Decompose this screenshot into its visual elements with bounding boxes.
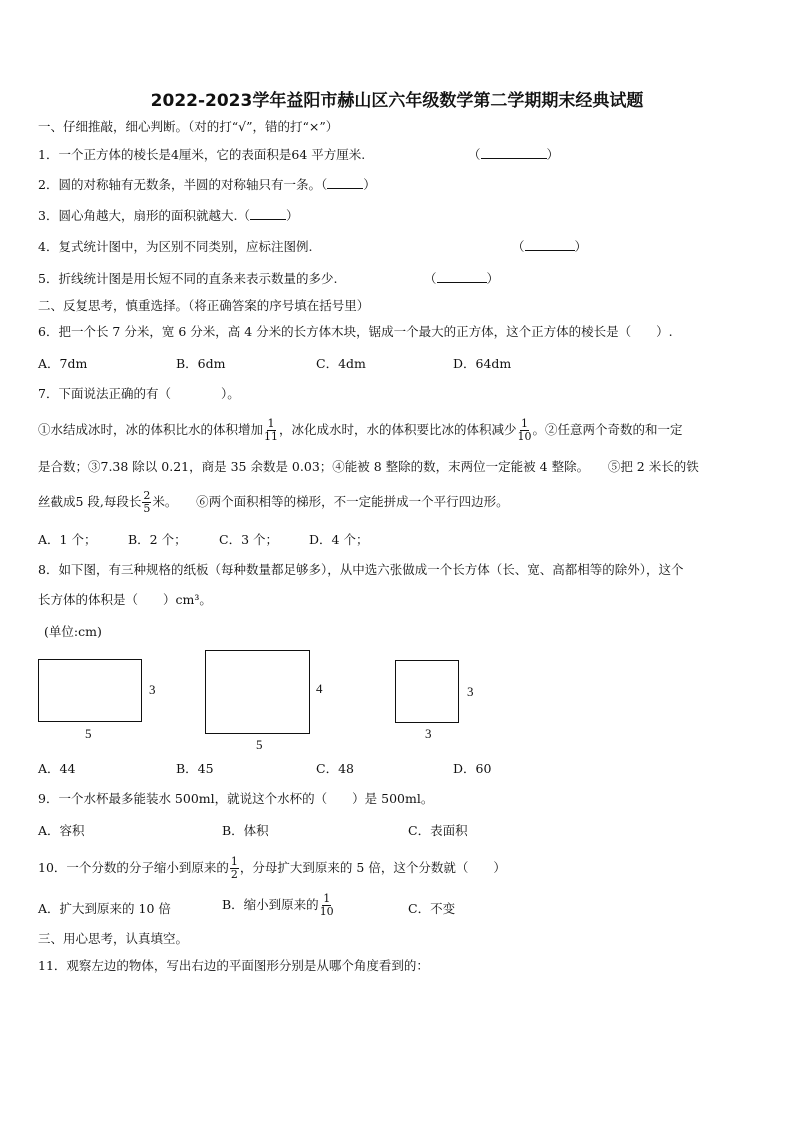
board-3x3 xyxy=(395,660,459,723)
section1-heading: 一、仔细推敲，细心判断。（对的打“√”，错的打“×”） xyxy=(38,119,339,134)
answer-blank[interactable]: （ ） xyxy=(237,208,299,223)
question-3: 3．圆心角越大，扇形的面积就越大.（ ） xyxy=(38,208,299,223)
question-10: 10．一个分数的分子缩小到原来的 $\frac{1}{2}$ ，分母扩大到原来的 5 倍，这个分数就（ ） xyxy=(38,855,506,881)
dim-width: 5 xyxy=(256,737,263,752)
q10-option-a[interactable]: A．扩大到原来的 10 倍 xyxy=(38,901,171,916)
dim-width: 5 xyxy=(85,726,92,741)
fraction: $\frac{1}{2}$ xyxy=(230,855,238,881)
q7-line-3: 丝截成5 段,每段长 $\frac{2}{5}$ 米。 ⑥两个面积相等的梯形，不一定能拼成一个平行四边形。 xyxy=(38,489,509,515)
question-6: 6．把一个长 7 分米，宽 6 分米，高 4 分米的长方体木块，锯成一个最大的正方体，这个正方体的棱长是（ ）. xyxy=(38,324,673,339)
dim-height: 3 xyxy=(149,682,156,697)
fraction: $\frac{1}{11}$ xyxy=(264,417,279,443)
q9-option-c[interactable]: C．表面积 xyxy=(408,823,468,838)
dim-width: 3 xyxy=(425,726,432,741)
q9-option-a[interactable]: A．容积 xyxy=(38,823,85,838)
dim-height: 3 xyxy=(467,684,474,699)
q10-option-b[interactable]: B．缩小到原来的 $\frac{1}{10}$ xyxy=(222,892,334,918)
fraction: $\frac{1}{10}$ xyxy=(319,892,334,918)
q6-option-d[interactable]: D．64dm xyxy=(453,356,512,371)
section2-heading: 二、反复思考，慎重选择。（将正确答案的序号填在括号里） xyxy=(38,298,370,313)
question-7: 7．下面说法正确的有（ ）。 xyxy=(38,386,240,401)
q7-line-1: ①水结成冰时，冰的体积比水的体积增加 $\frac{1}{11}$ ，冰化成水时，水的体积要比冰的体积减少 $\frac{1}{10}$ 。②任意两个奇数的和一定 xyxy=(38,417,683,443)
question-5: 5．折线统计图是用长短不同的直条来表示数量的多少. （ ） xyxy=(38,269,337,289)
question-8-cont: 长方体的体积是（ ）cm³。 xyxy=(38,592,212,607)
question-11: 11．观察左边的物体，写出右边的平面图形分别是从哪个角度看到的： xyxy=(38,958,429,973)
q7-option-b[interactable]: B．2 个； xyxy=(128,532,187,547)
fraction: $\frac{2}{5}$ xyxy=(143,489,151,515)
question-2: 2．圆的对称轴有无数条，半圆的对称轴只有一条。（ ） xyxy=(38,177,376,192)
q7-option-d[interactable]: D．4 个； xyxy=(309,532,369,547)
question-9: 9．一个水杯最多能装水 500ml，就说这个水杯的（ ）是 500ml。 xyxy=(38,791,434,806)
section3-heading: 三、用心思考，认真填空。 xyxy=(38,931,189,946)
q6-option-b[interactable]: B．6dm xyxy=(176,356,226,371)
unit-label: (单位:cm) xyxy=(44,624,102,639)
q8-option-d[interactable]: D．60 xyxy=(453,761,492,776)
question-8: 8．如下图，有三种规格的纸板（每种数量都足够多），从中选六张做成一个长方体（长、宽、高都相等的除外），这个 xyxy=(38,562,684,577)
dim-height: 4 xyxy=(316,681,323,696)
q7-line-2: 是合数；③7.38 除以 0.21，商是 35 余数是 0.03；④能被 8 整除的数，末两位一定能被 4 整除。 ⑤把 2 米长的铁 xyxy=(38,459,699,474)
q7-option-a[interactable]: A．1 个； xyxy=(38,532,97,547)
q8-option-a[interactable]: A．44 xyxy=(38,761,76,776)
board-5x4 xyxy=(205,650,310,734)
q8-option-b[interactable]: B．45 xyxy=(176,761,214,776)
q7-option-c[interactable]: C．3 个； xyxy=(219,532,278,547)
answer-blank[interactable]: （ ） xyxy=(320,177,376,192)
q6-option-a[interactable]: A．7dm xyxy=(38,356,88,371)
page-title: 2022-2023学年益阳市赫山区六年级数学第二学期期末经典试题 xyxy=(150,91,644,111)
answer-blank[interactable]: （ ） xyxy=(512,239,588,254)
question-4: 4．复式统计图中，为区别不同类别，应标注图例. （ ） xyxy=(38,237,312,257)
answer-blank[interactable]: （ ） xyxy=(468,147,560,162)
answer-blank[interactable]: （ ） xyxy=(424,271,500,286)
q6-option-c[interactable]: C．4dm xyxy=(316,356,366,371)
board-5x3 xyxy=(38,659,142,722)
q8-option-c[interactable]: C．48 xyxy=(316,761,354,776)
q9-option-b[interactable]: B．体积 xyxy=(222,823,269,838)
question-1: 1．一个正方体的棱长是4厘米，它的表面积是64 平方厘米. （ ） xyxy=(38,145,365,165)
fraction: $\frac{1}{10}$ xyxy=(517,417,532,443)
q10-option-c[interactable]: C．不变 xyxy=(408,901,456,916)
